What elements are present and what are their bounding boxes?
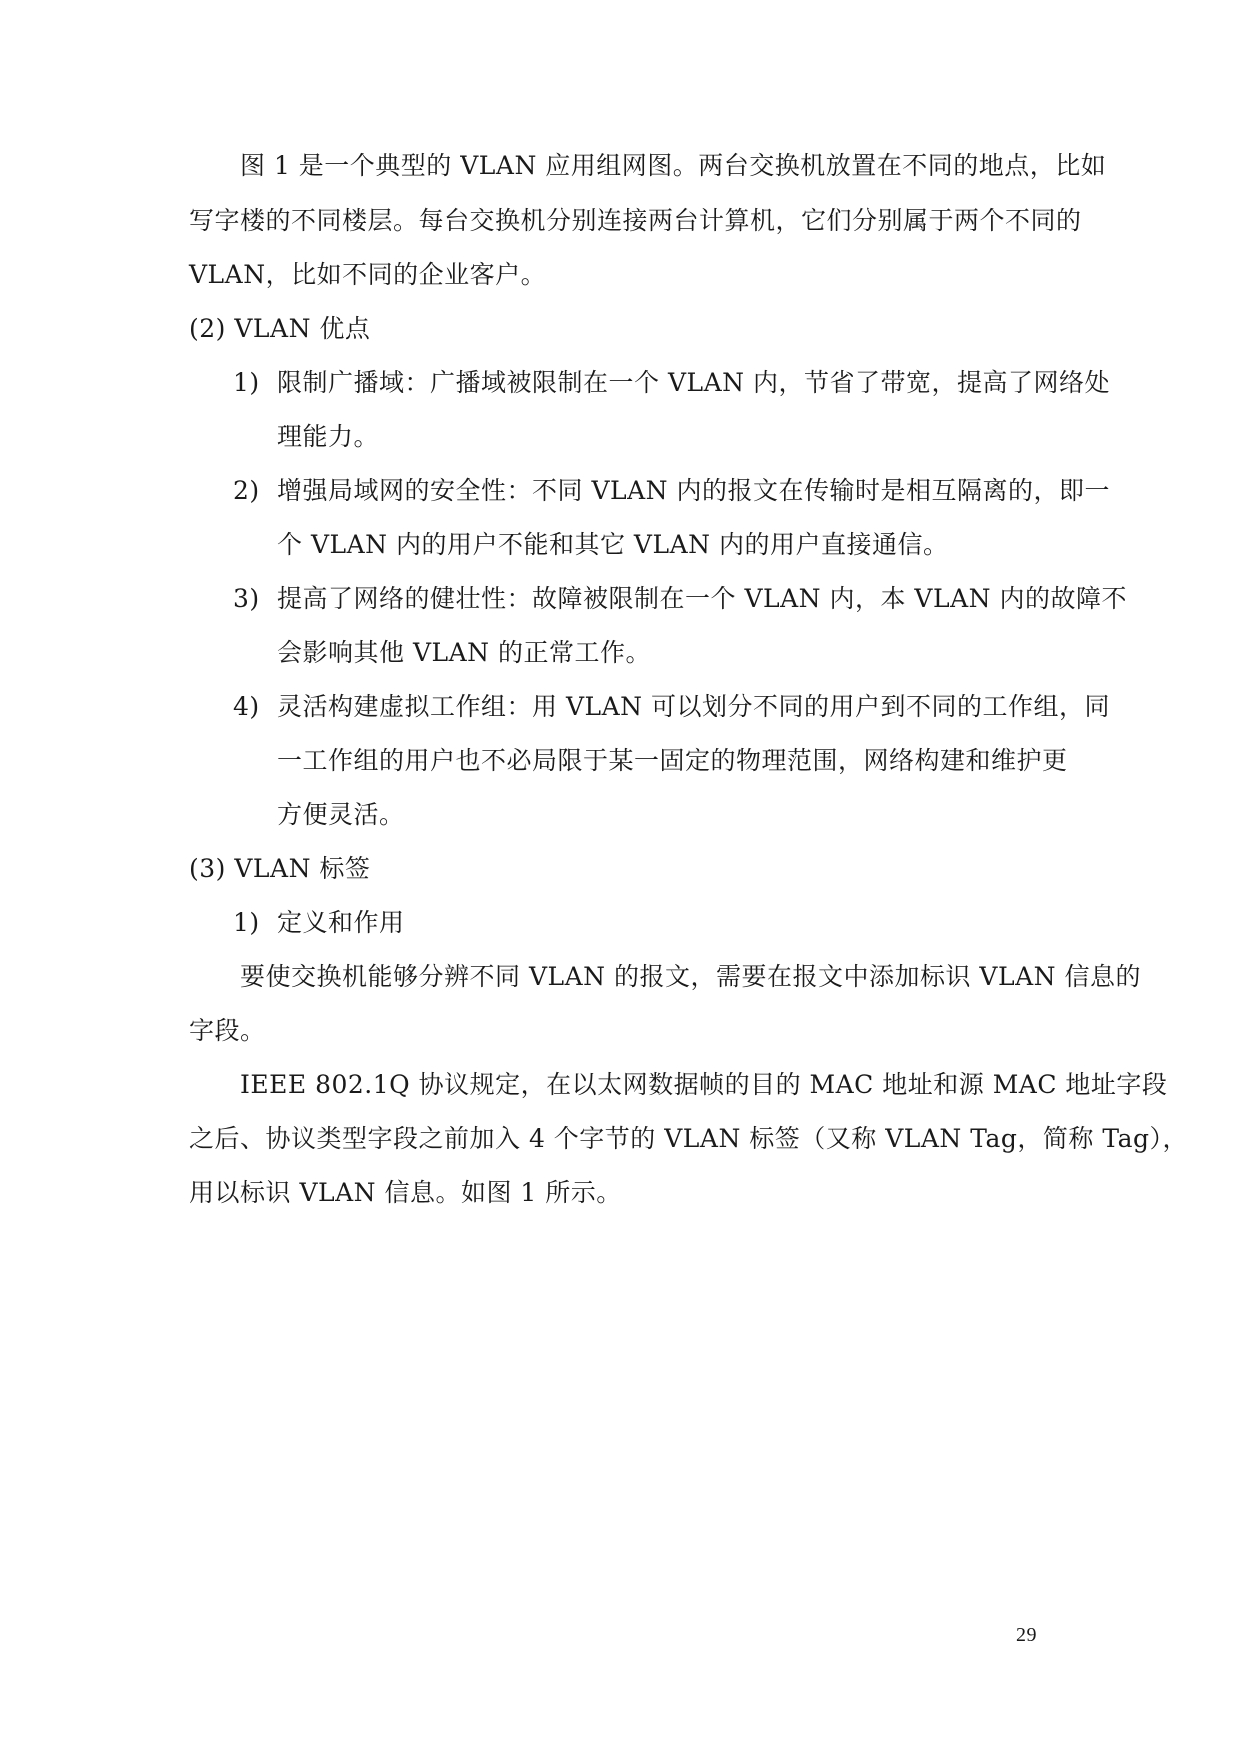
intro-line-1: 图 1 是一个典型的 VLAN 应用组网图。两台交换机放置在不同的地点，比如 bbox=[240, 151, 1107, 180]
list-item-text: 理能力。 bbox=[277, 422, 380, 451]
page-number: 29 bbox=[1016, 1624, 1037, 1646]
list-item-text: 限制广播域：广播域被限制在一个 VLAN 内，节省了带宽，提高了网络处 bbox=[277, 368, 1110, 397]
list-item-text: 方便灵活。 bbox=[277, 800, 405, 829]
list-item-number: 4) bbox=[233, 692, 260, 721]
list-item-text: 提高了网络的健壮性：故障被限制在一个 VLAN 内，本 VLAN 内的故障不 bbox=[277, 584, 1127, 613]
intro-line-2: 写字楼的不同楼层。每台交换机分别连接两台计算机，它们分别属于两个不同的 bbox=[189, 206, 1082, 235]
list-item-text: 一工作组的用户也不必局限于某一固定的物理范围，网络构建和维护更 bbox=[277, 746, 1068, 775]
list-item-number: 2) bbox=[233, 476, 260, 505]
list-item-number: 1) bbox=[233, 368, 260, 397]
paragraph-line: 之后、协议类型字段之前加入 4 个字节的 VLAN 标签（又称 VLAN Tag，简称 Tag）， bbox=[189, 1124, 1188, 1153]
paragraph-line: 用以标识 VLAN 信息。如图 1 所示。 bbox=[189, 1178, 622, 1207]
sub-item-label: 定义和作用 bbox=[277, 908, 405, 937]
paragraph-line: 字段。 bbox=[189, 1016, 266, 1045]
section-heading-vlan-advantages: (2) VLAN 优点 bbox=[189, 314, 371, 343]
list-item-text: 个 VLAN 内的用户不能和其它 VLAN 内的用户直接通信。 bbox=[277, 530, 949, 559]
list-item-text: 会影响其他 VLAN 的正常工作。 bbox=[277, 638, 651, 667]
list-item-number: 3) bbox=[233, 584, 260, 613]
section-heading-vlan-tag: (3) VLAN 标签 bbox=[189, 854, 371, 883]
paragraph-line: IEEE 802.1Q 协议规定，在以太网数据帧的目的 MAC 地址和源 MAC 地址字段 bbox=[240, 1070, 1168, 1099]
sub-item-number: 1) bbox=[233, 908, 260, 937]
intro-line-3: VLAN，比如不同的企业客户。 bbox=[189, 260, 547, 289]
paragraph-line: 要使交换机能够分辨不同 VLAN 的报文，需要在报文中添加标识 VLAN 信息的 bbox=[240, 962, 1141, 991]
list-item-text: 灵活构建虚拟工作组：用 VLAN 可以划分不同的用户到不同的工作组，同 bbox=[277, 692, 1110, 721]
list-item-text: 增强局域网的安全性：不同 VLAN 内的报文在传输时是相互隔离的，即一 bbox=[277, 476, 1110, 505]
